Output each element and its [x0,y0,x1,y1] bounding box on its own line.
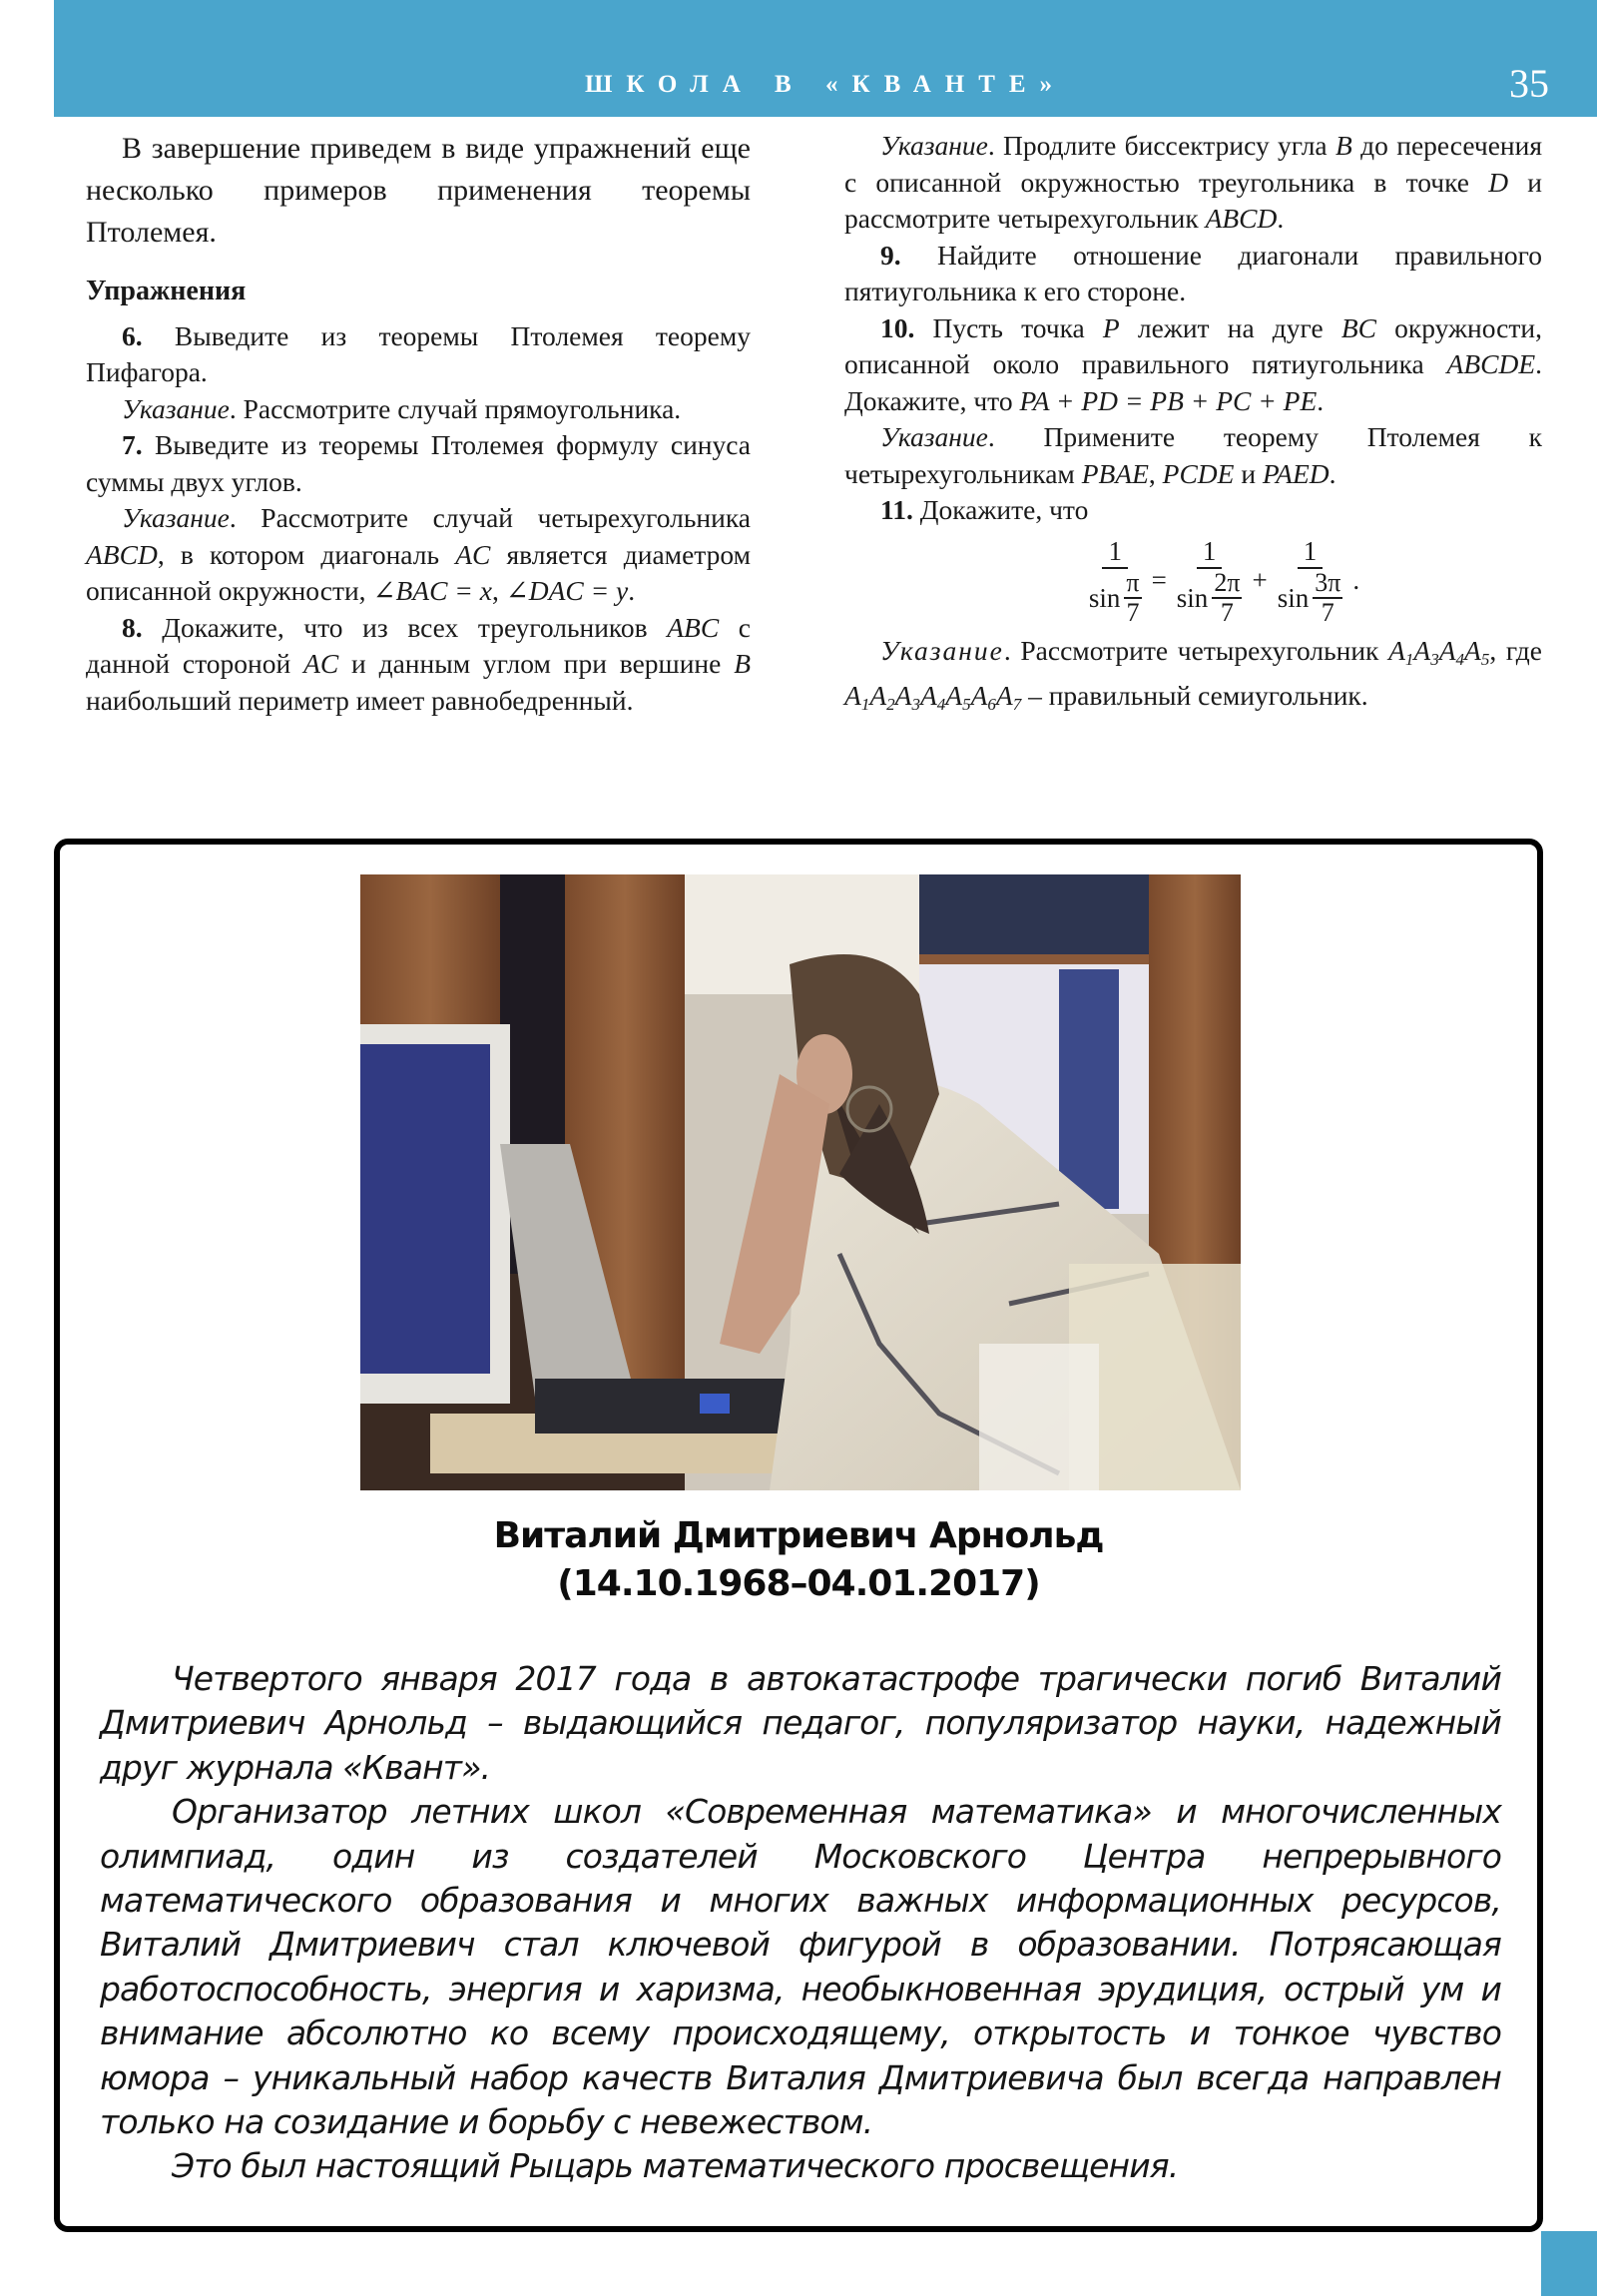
denominator [1278,569,1343,627]
exercise-number: 8. [122,611,143,643]
portrait-photo [360,874,1241,1490]
hint-text: является диаметром описанной окружности, [86,538,752,606]
math: ∠DAC = y [505,575,629,606]
math: BC [1340,311,1376,343]
exercise-10 [844,310,1542,420]
angle-numerator: π [1126,567,1140,597]
hint-label: Указание [880,130,988,161]
heptagon-label: $A_1A_2A_3A_4A_5A_6A_7$ [844,680,1022,714]
memorial-paragraph: Это был настоящий Рыцарь математического просвещения. [172,2146,1179,2186]
memorial-text [100,1657,1501,2189]
angle-denominator: 7 [1321,597,1334,627]
hint-text: , в котором диагональ [157,538,456,570]
angle-fraction [1124,569,1141,627]
memorial-paragraph: Организатор летних школ «Современная математика» и многочисленных олимпиад, один из создателей Московского Центра непрерывного математического образования и многих важных информационных ресурсов, Виталий Дмитриевич стал ключевой фигурой в образовании. Потрясающая работоспособность, энергия и харизма, необыкновенная эрудиция, острый ум и внимание абсолютно ко всему происходящему, открытость и тонкое чувство юмора – уникальный набор качеств Виталия Дмитриевича был всегда направлен только на созидание и борьбу с невежеством. [100,1792,1501,2142]
hint-text: . [1277,203,1285,234]
photo-illustration [360,874,1241,1490]
math: AC [303,648,339,679]
exercise-6 [86,318,751,391]
exercise-number: 9. [880,239,901,271]
hint-text: – правильный семиугольник. [1021,680,1368,711]
exercise-text: лежит на дуге [1119,311,1341,343]
denominator [1177,569,1243,627]
hint-text: и рассмотрите четырехугольник [844,166,1542,234]
hint-label: Указание [122,502,230,533]
math: ABCD [1205,203,1278,234]
exercise-11-hint [844,633,1542,724]
angle-denominator: 7 [1126,597,1140,627]
exercise-text: . [1317,384,1325,416]
fraction [1177,535,1243,627]
fraction [1278,535,1343,627]
math: PAED [1262,457,1330,489]
denominator [1089,569,1142,627]
hint-text: . Продлите биссектрису угла [987,130,1335,161]
hint-text: . [1329,457,1336,489]
memorial-paragraph: Четвертого января 2017 года в автокатастрофе трагически погиб Виталий Дмитриевич Арнольд – выдающийся педагог, популяризатор науки, надежный друг журнала «Квант». [100,1659,1501,1787]
exercise-11 [844,492,1542,529]
exercise-7 [86,427,751,500]
left-column [86,128,751,719]
page-header [54,0,1597,117]
hint-label: Указание [122,392,230,424]
hint-label: Указание [880,421,988,452]
hint-text: , [491,575,506,606]
hint-text: . Рассмотрите случай четырехугольника [229,502,751,533]
angle-fraction [1212,569,1242,627]
exercise-number: 10. [880,311,915,343]
exercise-10-hint [844,419,1542,492]
caption-dates: (14.10.1968–04.01.2017) [557,1563,1040,1604]
exercise-text: Найдите отношение диагонали правильного пятиугольника к его стороне. [844,239,1543,306]
numerator: 1 [1298,535,1324,569]
angle-numerator: 3π [1315,567,1341,597]
page-number: 35 [1509,61,1549,106]
sin: sin [1277,582,1310,613]
intro-paragraph: В завершение приведем в виде упражнений еще несколько примеров применения теоремы Птолемея. [86,132,751,249]
exercises-heading: Упражнения [86,276,247,306]
hint-text: , где [1489,634,1542,666]
math: PA + PD = PB + PC + PE [1019,384,1318,416]
exercise-text: Выведите из теоремы Птолемея формулу синуса суммы двух углов. [86,429,751,497]
exercise-text: Пусть точка [932,311,1103,343]
math: PCDE [1162,457,1235,489]
hint-text: до пересечения с описанной окружностью треугольника в точке [844,130,1542,198]
fraction [1089,535,1142,627]
exercise-number: 7. [122,429,143,460]
exercise-9 [844,238,1542,310]
caption-name: Виталий Дмитриевич Арнольд [493,1515,1104,1556]
exercise-8 [86,610,751,720]
math: B [734,648,751,679]
math: AC [455,538,491,570]
right-column [844,128,1542,724]
math: ∠BAC = x [372,575,492,606]
section-title: ШКОЛА В «КВАНТЕ» [584,71,1067,98]
hint-label: Указание [880,634,1004,666]
exercise-8-hint [844,128,1542,238]
hint-text: . Рассмотрите случай прямоугольника. [229,392,682,424]
math: P [1102,311,1120,343]
math: ABCD [86,538,158,570]
period: . [1352,565,1360,596]
math: ABC [667,611,720,643]
equals-sign: = [1151,565,1167,596]
quadrilateral-label: $A_1A_3A_4A_5$ [1388,634,1490,669]
exercise-text: с данной стороной [86,611,751,679]
hint-text: . Рассмотрите четырехугольник [1003,634,1389,666]
sine-formula [904,535,1542,627]
exercise-text: и данным углом при вершине [338,648,735,679]
sin: sin [1088,582,1121,613]
hint-text: . [628,575,636,606]
exercise-text: Докажите, что из всех треугольников [162,611,668,643]
math: PBAE [1081,457,1149,489]
math: D [1488,166,1509,198]
math: ABCDE [1446,348,1536,379]
exercise-number: 11. [880,494,913,525]
page-corner-accent [1541,2231,1597,2296]
exercise-text: Выведите из теоремы Птолемея теорему Пифагора. [86,319,751,387]
exercise-text: наибольший периметр имеет равнобедренный. [86,684,634,716]
hint-text: и [1234,457,1263,489]
exercise-number: 6. [122,319,143,351]
hint-text: , [1148,457,1163,489]
numerator: 1 [1102,535,1128,569]
exercise-6-hint [86,391,751,428]
exercise-text: . Докажите, что [844,348,1542,416]
sin: sin [1176,582,1209,613]
exercise-7-hint [86,500,751,610]
hint-text: . Примените теорему Птолемея к четырехугольникам [844,421,1542,489]
exercise-text: Докажите, что [919,494,1089,525]
math: B [1334,130,1352,161]
angle-denominator: 7 [1220,597,1234,627]
numerator: 1 [1197,535,1223,569]
exercise-text: окружности, описанной около правильного пятиугольника [844,311,1542,379]
angle-numerator: 2π [1214,567,1241,597]
plus-sign: + [1252,565,1268,596]
angle-fraction [1313,569,1342,627]
